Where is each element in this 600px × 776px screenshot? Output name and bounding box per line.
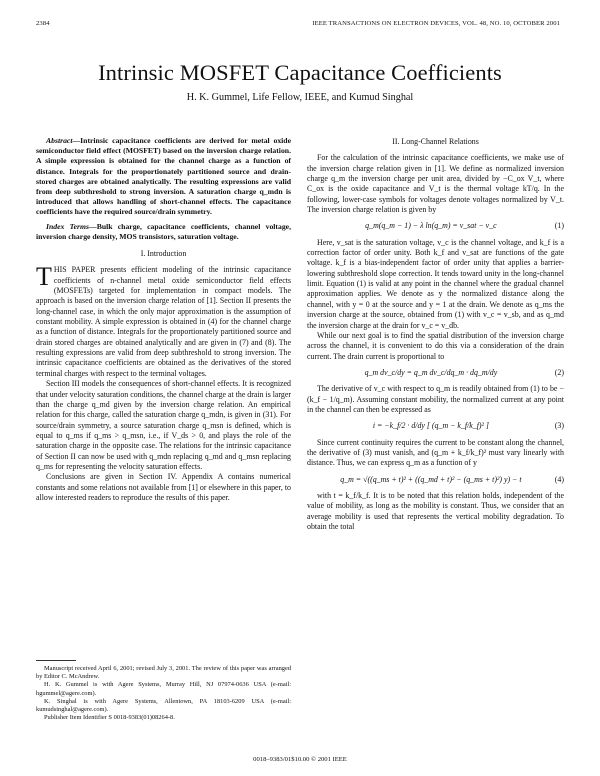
right-column	[307, 137, 564, 532]
copyright-footer: 0018–9383/01$10.00 © 2001 IEEE	[253, 756, 347, 763]
section-heading-long-channel: II. Long-Channel Relations	[392, 137, 479, 146]
equation-3	[307, 421, 564, 431]
abstract-text: Intrinsic capacitance coefficients are derived for metal oxide semiconductor field effect (MOSFET) based on the inversion charge relation. A simple expression is obtained for the channel charge as a function of distance. Integrals for the proportionately partitioned source and drain-stored charges are obtained analytically. The resulting expressions are valid from deep subthreshold to strong inversion. A saturation charge q_mdn is introduced that allows handling of short-channel effects. The capacitance coefficients have the required source/drain symmetry.	[36, 136, 291, 217]
equation-2	[307, 368, 564, 378]
section2-para-5: Since current continuity requires the current to be constant along the channel, the derivative of (3) must vanish, and (q_m + k_f/k_f)² must vary linearly with distance. Thus, we can express q_m as a function of y	[307, 437, 564, 468]
equation-2-body: q_m dv_c/dy = q_m dv_c/dq_m · dq_m/dy	[364, 367, 498, 377]
index-terms	[36, 222, 291, 242]
paper-title: Intrinsic MOSFET Capacitance Coefficients	[98, 60, 502, 85]
equation-4	[307, 475, 564, 485]
equation-4-number: (4)	[554, 474, 564, 484]
index-terms-text: Bulk charge, capacitance coefficients, channel voltage, inversion charge density, MOS transistors, saturation voltage.	[36, 221, 292, 241]
equation-3-body: i = −k_f/2 · d/dy [ (q_m − k_f/k_f)² ]	[372, 421, 489, 431]
section2-para-6: with t = k_f/k_f. It is to be noted that this relation holds, independent of the value of mobility, as long as the mobility is constant. Thus, we consider that an average mobility is used that represents the vertical mobility degradation. To obtain the total	[307, 490, 564, 531]
abstract	[36, 136, 291, 218]
footnote-manuscript: Manuscript received April 6, 2001; revised July 3, 2001. The review of this paper was arranged by Editor C. McAndrew.	[36, 665, 291, 681]
page-number: 2384	[36, 20, 50, 27]
intro-para-1	[36, 262, 291, 379]
equation-4-body: q_m = √((q_ms + t)² + ((q_md + t)² − (q_ms + t)²) y) − t	[340, 474, 522, 484]
section-heading-introduction: I. Introduction	[140, 249, 187, 259]
journal-header: IEEE TRANSACTIONS ON ELECTRON DEVICES, VOL. 48, NO. 10, OCTOBER 2001	[312, 20, 560, 27]
footnote-gummel: H. K. Gummel is with Agere Systems, Murray Hill, NJ 07974-0636 USA (e-mail: hgummel@agere.com).	[36, 681, 291, 697]
abstract-label: Abstract—	[46, 136, 81, 145]
footnotes	[36, 660, 291, 722]
intro-para-1-text: HIS PAPER presents efficient modeling of the intrinsic capacitance coefficients of n-channel metal oxide semiconductor field effects (MOSFETs) targeted for implementation in compact models. The approach is based on the inversion charge relation of [1]. Section II presents the long-channel case, in which the only major approximation is the assumption of constant mobility. A simple expression is obtained in (4) for the channel charge as a function of distance. Integrals for the proportionately partitioned source and drain stored charges are obtained analytically and are given in (7) and (8). The resulting expressions are valid from deep subthreshold to strong inversion. The intrinsic capacitance coefficients are obtained as the derivatives of the stored terminal charges with respect to the terminal voltages.	[36, 265, 291, 378]
section2-para-4: The derivative of v_c with respect to q_m is readily obtained from (1) to be −(k_f − 1/q_m). Assuming constant mobility, the normalized current at any point in the channel can then be expressed as	[307, 384, 564, 414]
drop-cap: T	[36, 262, 52, 292]
left-column	[36, 136, 291, 503]
author-line: H. K. Gummel, Life Fellow, IEEE, and Kumud Singhal	[186, 92, 414, 103]
equation-1	[307, 221, 564, 231]
intro-para-2: Section III models the consequences of short-channel effects. It is recognized that under velocity saturation conditions, the channel charge at the drain is larger than the charge q_md given by the inversion charge relation. An empirical relation for this charge, called the saturation charge q_mdn, is given in (31). For source/drain symmetry, a source saturation charge q_msn is defined, which is equal to q_ms if q_ms > q_msn, i.e., if V_ds > 0, and plays the role of the saturation charge in the opposite case. The relations for the intrinsic capacitance of Section II can now be used with q_mdn replacing q_md and q_msn replacing q_ms for representing the velocity saturation effects.	[36, 379, 291, 471]
equation-1-body: q_m(q_m − 1) − λ ln(q_m) = v_sat − v_c	[365, 221, 497, 231]
index-terms-label: Index Terms—	[46, 221, 97, 231]
footnote-singhal: K. Singhal is with Agere Systems, Allentown, PA 18103-6209 USA (e-mail: kumudsinghal@agere.com).	[36, 697, 291, 714]
footnote-publisher-id: Publisher Item Identifier S 0018-9383(01)08264-8.	[44, 714, 175, 722]
equation-2-number: (2)	[554, 367, 564, 377]
section2-para-1: For the calculation of the intrinsic capacitance coefficients, we make use of the inversion charge relation given in [1]. We define as normalized inversion charge q_m the inversion charge per unit area, divided by −C_ox V_t, where C_ox is the oxide capacitance and V_t is the thermal voltage kT/q. In the following, lower-case symbols for voltages denote voltages normalized by V_t. The inversion charge relation is given by	[307, 153, 564, 215]
intro-para-3: Conclusions are given in Section IV. Appendix A contains numerical constants and some relations not available from [1] or elsewhere in this paper, to allow interested readers to reproduce the results of this paper.	[36, 472, 291, 502]
equation-1-number: (1)	[554, 221, 564, 231]
section2-para-3: While our next goal is to find the spatial distribution of the inversion charge across the channel, it is convenient to do this via a consideration of the drain current. The drain current is proportional to	[307, 330, 564, 361]
section2-para-2: Here, v_sat is the saturation voltage, v_c is the channel voltage, and k_f is a correction factor of order unity. Both k_f and v_sat are functions of the gate voltage. k_f is a bias-independent factor of order unity that applies a barrier-lowering subthreshold slope correction. It tends toward unity in the long-channel limit. Equation (1) is valid at any point in the channel where the gradual channel approximation applies. We denote as y the normalized distance along the channel, with y = 0 at the source and y = 1 at the drain. We denote as q_ms the inversion charge at the source, obtained from (1) with v_c = v_sb, and as q_md the inversion charge at the drain for v_c = v_db.	[307, 237, 564, 330]
footnote-rule	[36, 660, 76, 661]
equation-3-number: (3)	[554, 421, 564, 431]
